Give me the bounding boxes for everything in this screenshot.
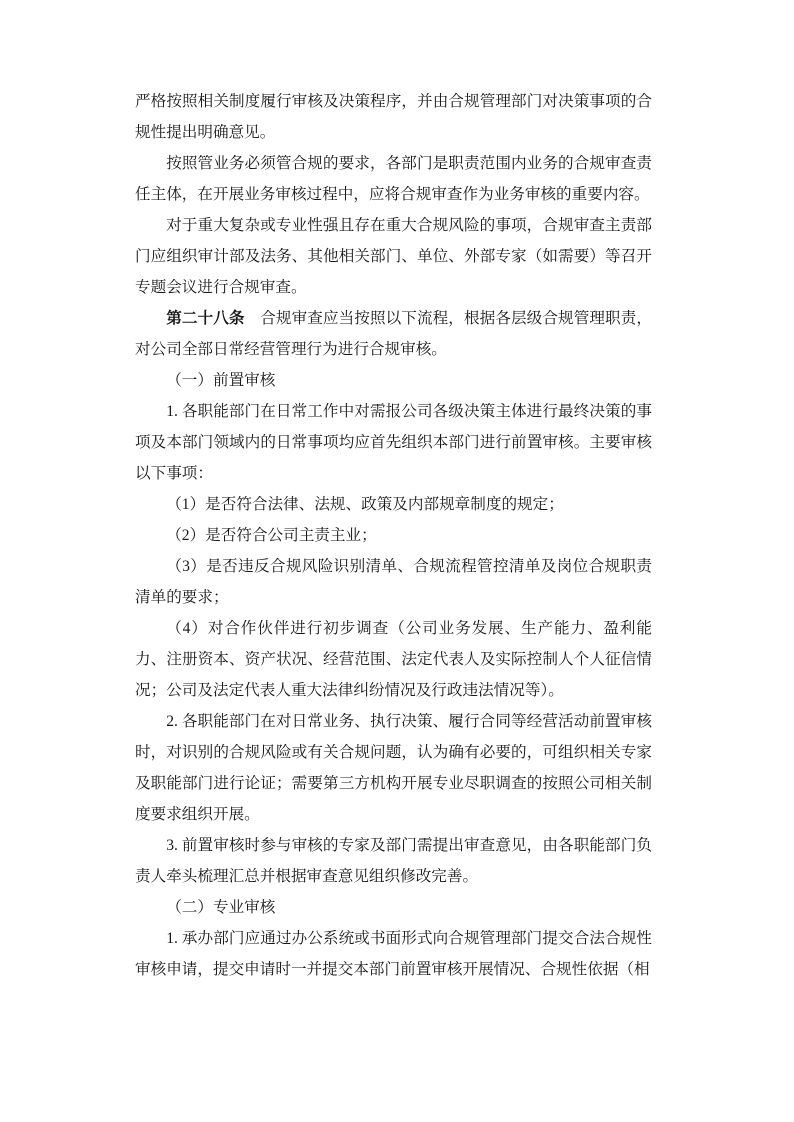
pre-review-subitem-2: （2）是否符合公司主责主业； — [166, 527, 377, 544]
para-article-28 — [135, 303, 652, 365]
article-number-label: 第二十八条 — [166, 310, 245, 327]
document-body — [135, 86, 652, 985]
professional-review-item-1: 1. 承办部门应通过办公系统或书面形式向合规管理部门提交合法合规性审核申请，提交申请时一并提交本部门前置审核开展情况、合规性依据（相 — [135, 930, 652, 978]
article-body-text: 合规审查应当按照以下流程，根据各层级合规管理职责，对公司全部日常经营管理行为进行合规审核。 — [135, 310, 652, 358]
para-major-complex: 对于重大复杂或专业性强且存在重大合规风险的事项，合规审查主责部门应组织审计部及法务、其他相关部门、单位、外部专家（如需要）等召开专题会议进行合规审查。 — [135, 217, 652, 296]
heading-pre-review: （一）前置审核 — [166, 372, 276, 389]
pre-review-subitem-3: （3）是否违反合规风险识别清单、合规流程管控清单及岗位合规职责清单的要求； — [135, 558, 652, 606]
pre-review-item-1: 1. 各职能部门在日常工作中对需报公司各级决策主体进行最终决策的事项及本部门领域内的日常事项均应首先组织本部门进行前置审核。主要审核以下事项： — [135, 403, 652, 482]
para-continued: 严格按照相关制度履行审核及决策程序，并由合规管理部门对决策事项的合规性提出明确意见。 — [135, 93, 652, 141]
pre-review-subitem-4: （4）对合作伙伴进行初步调查（公司业务发展、生产能力、盈利能力、注册资本、资产状况、经营范围、法定代表人及实际控制人个人征信情况；公司及法定代表人重大法律纠纷情况及行政违法情况等）。 — [135, 620, 652, 699]
pre-review-subitem-1: （1）是否符合法律、法规、政策及内部规章制度的规定； — [166, 496, 564, 513]
para-business-compliance: 按照管业务必须管合规的要求，各部门是职责范围内业务的合规审查责任主体，在开展业务审核过程中，应将合规审查作为业务审核的重要内容。 — [135, 155, 652, 203]
pre-review-item-2: 2. 各职能部门在对日常业务、执行决策、履行合同等经营活动前置审核时，对识别的合规风险或有关合规问题，认为确有必要的，可组织相关专家及职能部门进行论证；需要第三方机构开展专业尽职调查的按照公司相关制度要求组织开展。 — [135, 713, 652, 823]
pre-review-item-3: 3. 前置审核时参与审核的专家及部门需提出审查意见，由各职能部门负责人牵头梳理汇总并根据审查意见组织修改完善。 — [135, 837, 652, 885]
heading-professional-review: （二）专业审核 — [166, 899, 276, 916]
